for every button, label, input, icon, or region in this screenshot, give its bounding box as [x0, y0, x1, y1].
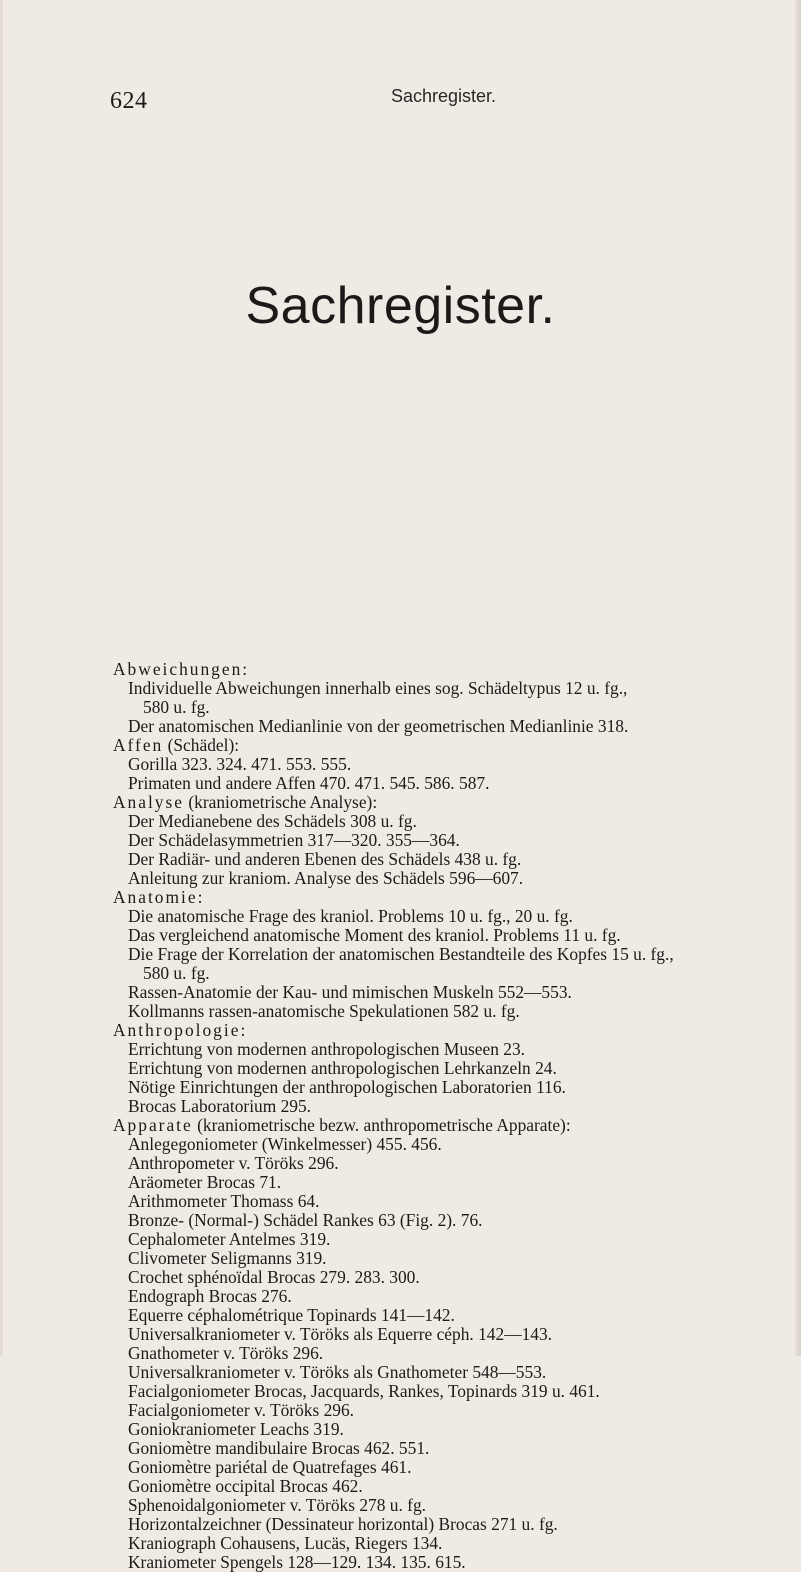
- index-heading: [113, 660, 801, 679]
- index-entry: Der Schädelasymmetrien 317—320. 355—364.: [128, 830, 460, 850]
- index-heading-qualifier: (kraniometrische Analyse):: [184, 792, 378, 812]
- index-heading-term: Apparate: [113, 1115, 193, 1135]
- index-entry: Goniomètre mandibulaire Brocas 462. 551.: [128, 1438, 430, 1458]
- index-entry: Horizontalzeichner (Dessinateur horizontal) Brocas 271 u. fg.: [128, 1514, 558, 1534]
- index-entry: Der Radiär- und anderen Ebenen des Schädels 438 u. fg.: [128, 849, 522, 869]
- index-entry: Der Medianebene des Schädels 308 u. fg.: [128, 811, 417, 831]
- index-heading: [113, 793, 801, 812]
- index-entry: Errichtung von modernen anthropologischen Lehrkanzeln 24.: [128, 1058, 557, 1078]
- page-edge-left: [0, 0, 3, 1356]
- index-heading-term: Affen: [113, 735, 164, 755]
- index-entry: Kollmanns rassen-anatomische Spekulationen 582 u. fg.: [128, 1001, 520, 1021]
- index-entry: Facialgoniometer v. Töröks 296.: [128, 1400, 355, 1420]
- index-entry: Anleitung zur kraniom. Analyse des Schädels 596—607.: [128, 868, 524, 888]
- index-heading-qualifier: :: [240, 1020, 246, 1040]
- index-heading-term: Anatomie: [113, 887, 198, 907]
- index-entry: Facialgoniometer Brocas, Jacquards, Rankes, Topinards 319 u. 461.: [128, 1381, 600, 1401]
- index-entry: Anlegegoniometer (Winkelmesser) 455. 456.: [128, 1134, 442, 1154]
- index-entry: Equerre céphalométrique Topinards 141—142.: [128, 1305, 455, 1325]
- index-entry: Clivometer Seligmanns 319.: [128, 1248, 327, 1268]
- index-entry: Universalkraniometer v. Töröks als Gnathometer 548—553.: [128, 1362, 547, 1382]
- index-heading: [113, 888, 801, 907]
- index-entry: Errichtung von modernen anthropologischen Museen 23.: [128, 1039, 525, 1059]
- index-entry: Kraniograph Cohausens, Lucäs, Riegers 134.: [128, 1533, 443, 1553]
- index-entry: Endograph Brocas 276.: [128, 1286, 292, 1306]
- index-entry: Die anatomische Frage des kraniol. Problems 10 u. fg., 20 u. fg.: [128, 906, 573, 926]
- index-entry: Gnathometer v. Töröks 296.: [128, 1343, 324, 1363]
- index-entry: Bronze- (Normal-) Schädel Rankes 63 (Fig. 2). 76.: [128, 1210, 483, 1230]
- index-entry: Arithmometer Thomass 64.: [128, 1191, 320, 1211]
- index-entry: Anthropometer v. Töröks 296.: [128, 1153, 339, 1173]
- index-entry: Der anatomischen Medianlinie von der geometrischen Medianlinie 318.: [128, 716, 629, 736]
- index-heading-term: Analyse: [113, 792, 184, 812]
- index-entry-continuation: 580 u. fg.: [143, 697, 210, 717]
- index-heading: [113, 736, 801, 755]
- index-entry: Gorilla 323. 324. 471. 553. 555.: [128, 754, 352, 774]
- index-heading-qualifier: (kraniometrische bezw. anthropometrische Apparate):: [192, 1115, 571, 1135]
- index-entry: Crochet sphénoïdal Brocas 279. 283. 300.: [128, 1267, 420, 1287]
- index-entry: Primaten und andere Affen 470. 471. 545. 586. 587.: [128, 773, 490, 793]
- index-entry-continuation: 580 u. fg.: [143, 963, 210, 983]
- index-entry: Die Frage der Korrelation der anatomischen Bestandteile des Kopfes 15 u. fg.,: [128, 944, 674, 964]
- index-entry: Brocas Laboratorium 295.: [128, 1096, 312, 1116]
- index-entry: Cephalometer Antelmes 319.: [128, 1229, 331, 1249]
- index-heading: [113, 1116, 801, 1135]
- index-entry: Goniomètre occipital Brocas 462.: [128, 1476, 363, 1496]
- index-entry: Goniomètre pariétal de Quatrefages 461.: [128, 1457, 412, 1477]
- running-title: Sachregister.: [391, 86, 497, 106]
- index-heading-term: Anthropologie: [113, 1020, 241, 1040]
- index-entry: Individuelle Abweichungen innerhalb eines sog. Schädeltypus 12 u. fg.,: [128, 678, 628, 698]
- index-entry: Aräometer Brocas 71.: [128, 1172, 282, 1192]
- index-entry: Nötige Einrichtungen der anthropologischen Laboratorien 116.: [128, 1077, 566, 1097]
- index-heading-term: Abweichungen: [113, 659, 243, 679]
- index-heading: [113, 1021, 801, 1040]
- index-entry: Rassen-Anatomie der Kau- und mimischen Muskeln 552—553.: [128, 982, 572, 1002]
- index-heading-qualifier: (Schädel):: [163, 735, 240, 755]
- index-entries: [113, 660, 801, 1572]
- index-entry: Universalkraniometer v. Töröks als Equerre céph. 142—143.: [128, 1324, 553, 1344]
- index-entry: Das vergleichend anatomische Moment des kraniol. Problems 11 u. fg.: [128, 925, 621, 945]
- index-entry: Goniokraniometer Leachs 319.: [128, 1419, 344, 1439]
- page-number: 624: [110, 88, 148, 114]
- index-heading-qualifier: :: [197, 887, 203, 907]
- index-heading-qualifier: :: [242, 659, 248, 679]
- index-entry: Sphenoidalgoniometer v. Töröks 278 u. fg.: [128, 1495, 427, 1515]
- index-entry: Kraniometer Spengels 128—129. 134. 135. 615.: [128, 1552, 466, 1572]
- page-title: Sachregister.: [245, 277, 556, 335]
